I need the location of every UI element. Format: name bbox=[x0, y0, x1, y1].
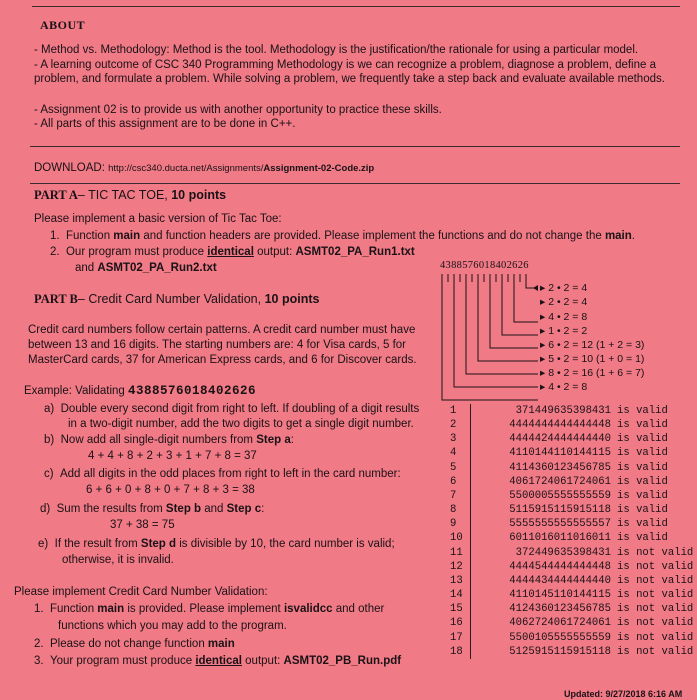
output-row bbox=[450, 560, 693, 574]
output-row bbox=[450, 475, 693, 489]
output-row bbox=[450, 461, 693, 475]
diagram-row-6: ▸ 5 • 2 = 10 (1 + 0 = 1) bbox=[540, 353, 645, 365]
output-line-number: 10 bbox=[450, 531, 471, 545]
output-line-number: 5 bbox=[450, 461, 471, 475]
about-heading: ABOUT bbox=[40, 18, 86, 32]
output-result: is not valid bbox=[617, 560, 694, 573]
output-card-number: 4444544444444448 bbox=[509, 560, 611, 573]
output-line-number: 9 bbox=[450, 517, 471, 531]
step-a-1: a) Double every second digit from right to left. If doubling of a digit results bbox=[44, 403, 420, 415]
output-result: is valid bbox=[617, 447, 668, 460]
output-row bbox=[450, 489, 693, 503]
diagram-number: 4388576018402626 bbox=[440, 260, 529, 271]
sample-output-table bbox=[450, 404, 693, 659]
diagram-row-1: ▸ 2 • 2 = 4 bbox=[540, 282, 588, 294]
output-line-number: 8 bbox=[450, 503, 471, 517]
impl-item-3: 3. Your program must produce identical output: ASMT02_PB_Run.pdf bbox=[34, 655, 402, 667]
output-row bbox=[450, 616, 693, 630]
output-card-number: 5115915115915118 bbox=[509, 504, 611, 517]
output-line-number: 7 bbox=[450, 489, 471, 503]
step-a-2: in a two-digit number, add the two digits to get a single digit number. bbox=[68, 418, 414, 430]
output-row bbox=[450, 446, 693, 460]
step-c-calc: 6 + 6 + 0 + 8 + 0 + 7 + 8 + 3 = 38 bbox=[86, 484, 255, 496]
output-result: is not valid bbox=[617, 603, 694, 616]
output-card-number: 4110144110144115 bbox=[509, 447, 611, 460]
output-card-number: 6011016011016011 bbox=[509, 532, 611, 545]
part-a-item-1: 1. Function main and function headers are provided. Please implement the functions and do not change the main. bbox=[50, 230, 635, 242]
output-card-number: 4444444444444448 bbox=[509, 419, 611, 432]
part-b-desc-2: between 13 and 16 digits. The starting numbers are: 4 for Visa cards, 5 for bbox=[28, 339, 407, 351]
step-c-1: c) Add all digits in the odd places from right to left in the card number: bbox=[44, 468, 401, 480]
output-result: is valid bbox=[617, 504, 668, 517]
download-rule bbox=[30, 183, 680, 184]
output-card-number: 4114360123456785 bbox=[509, 461, 611, 474]
example-line: Example: Validating 4388576018402626 bbox=[24, 384, 257, 398]
diagram-row-3: ▸ 4 • 2 = 8 bbox=[540, 311, 588, 323]
download-link[interactable]: http://csc340.ducta.net/Assignments/Assignment-02-Code.zip bbox=[108, 163, 375, 174]
download-label: DOWNLOAD: bbox=[34, 162, 105, 174]
output-result: is not valid bbox=[617, 546, 694, 559]
diagram-row-4: ▸ 1 • 2 = 2 bbox=[540, 325, 588, 337]
output-line-number: 11 bbox=[450, 546, 471, 560]
step-d-1: d) Sum the results from Step b and Step c: bbox=[40, 503, 265, 515]
output-row bbox=[450, 645, 693, 659]
output-result: is valid bbox=[617, 518, 668, 531]
output-result: is not valid bbox=[617, 589, 694, 602]
output-result: is valid bbox=[617, 433, 668, 446]
output-line-number: 18 bbox=[450, 645, 471, 659]
output-row bbox=[450, 432, 693, 446]
output-card-number: 5555555555555557 bbox=[509, 518, 611, 531]
output-card-number: 5125915115915118 bbox=[509, 645, 611, 658]
diagram-row-8: ▸ 4 • 2 = 8 bbox=[540, 381, 588, 393]
step-d-calc: 37 + 38 = 75 bbox=[110, 519, 175, 531]
about-bullet-1: - Method vs. Methodology: Method is the tool. Methodology is the justification/the rationale for using a particular model. bbox=[34, 44, 638, 56]
output-card-number: 5500005555555559 bbox=[509, 489, 611, 502]
output-result: is not valid bbox=[617, 617, 694, 630]
doubling-diagram bbox=[438, 274, 538, 404]
output-line-number: 3 bbox=[450, 432, 471, 446]
impl-item-1: 1. Function main is provided. Please implement isvalidcc and other bbox=[34, 603, 385, 615]
output-row bbox=[450, 404, 693, 418]
updated-timestamp: Updated: 9/27/2018 6:16 AM bbox=[564, 689, 683, 699]
about-bullet-4: - All parts of this assignment are to be done in C++. bbox=[34, 118, 295, 130]
impl-intro: Please implement Credit Card Number Validation: bbox=[14, 586, 268, 598]
step-b-calc: 4 + 4 + 8 + 2 + 3 + 1 + 7 + 8 = 37 bbox=[88, 450, 257, 462]
output-row bbox=[450, 588, 693, 602]
top-rule bbox=[32, 6, 680, 7]
about-rule-bottom bbox=[30, 146, 680, 147]
output-result: is valid bbox=[617, 405, 668, 417]
output-card-number: 4444434444444440 bbox=[509, 574, 611, 587]
output-row bbox=[450, 574, 693, 588]
output-row bbox=[450, 546, 693, 560]
output-result: is valid bbox=[617, 489, 668, 502]
part-b-desc-3: MasterCard cards, 37 for American Express cards, and 6 for Discover cards. bbox=[28, 354, 417, 366]
step-e-1: e) If the result from Step d is divisible by 10, the card number is valid; bbox=[38, 538, 395, 550]
part-b-desc-1: Credit card numbers follow certain patterns. A credit card number must have bbox=[28, 324, 416, 336]
impl-item-1-cont: functions which you may add to the program. bbox=[58, 620, 287, 632]
impl-item-2: 2. Please do not change function main bbox=[34, 638, 235, 650]
output-result: is not valid bbox=[617, 574, 694, 587]
output-result: is valid bbox=[617, 475, 668, 488]
output-line-number: 4 bbox=[450, 446, 471, 460]
diagram-row-5: ▸ 6 • 2 = 12 (1 + 2 = 3) bbox=[540, 339, 645, 351]
output-row bbox=[450, 418, 693, 432]
output-card-number: 4124360123456785 bbox=[509, 603, 611, 616]
about-bullet-2: - A learning outcome of CSC 340 Programming Methodology is we can recognize a problem, diagnose a problem, define a problem, and formulate a problem. While solving a problem, we frequently take a step back and evaluate available methods. bbox=[34, 58, 674, 86]
output-row bbox=[450, 517, 693, 531]
part-b-title: PART B– Credit Card Number Validation, 10 points bbox=[34, 292, 320, 306]
part-a-intro: Please implement a basic version of Tic Tac Toe: bbox=[34, 213, 282, 225]
output-line-number: 6 bbox=[450, 475, 471, 489]
output-card-number: 371449635398431 bbox=[515, 405, 611, 417]
diagram-row-2: ▸ 2 • 2 = 4 bbox=[540, 296, 588, 308]
output-line-number: 14 bbox=[450, 588, 471, 602]
about-bullet-3: - Assignment 02 is to provide us with another opportunity to practice these skills. bbox=[34, 104, 442, 116]
output-result: is valid bbox=[617, 419, 668, 432]
output-row bbox=[450, 531, 693, 545]
output-line-number: 15 bbox=[450, 602, 471, 616]
output-card-number: 4062724061724061 bbox=[509, 617, 611, 630]
output-card-number: 5500105555555559 bbox=[509, 631, 611, 644]
step-b-1: b) Now add all single-digit numbers from Step a: bbox=[44, 434, 294, 446]
part-a-item-2: 2. Our program must produce identical output: ASMT02_PA_Run1.txt bbox=[50, 246, 415, 258]
output-card-number: 372449635398431 bbox=[515, 546, 611, 559]
output-result: is valid bbox=[617, 532, 668, 545]
output-line-number: 16 bbox=[450, 616, 471, 630]
output-row bbox=[450, 631, 693, 645]
output-line-number: 12 bbox=[450, 560, 471, 574]
output-card-number: 4444424444444440 bbox=[509, 433, 611, 446]
part-a-item-2-cont: and ASMT02_PA_Run2.txt bbox=[75, 262, 217, 274]
download-line bbox=[34, 162, 374, 174]
output-line-number: 1 bbox=[450, 404, 471, 418]
output-result: is valid bbox=[617, 461, 668, 474]
step-e-2: otherwise, it is invalid. bbox=[62, 554, 174, 566]
output-line-number: 13 bbox=[450, 574, 471, 588]
output-row bbox=[450, 503, 693, 517]
output-result: is not valid bbox=[617, 645, 694, 658]
part-a-title: PART A– TIC TAC TOE, 10 points bbox=[34, 188, 227, 202]
output-card-number: 4110145110144115 bbox=[509, 589, 611, 602]
output-line-number: 17 bbox=[450, 631, 471, 645]
output-row bbox=[450, 602, 693, 616]
output-card-number: 4061724061724061 bbox=[509, 475, 611, 488]
diagram-row-7: ▸ 8 • 2 = 16 (1 + 6 = 7) bbox=[540, 367, 645, 379]
output-result: is not valid bbox=[617, 631, 694, 644]
output-line-number: 2 bbox=[450, 418, 471, 432]
